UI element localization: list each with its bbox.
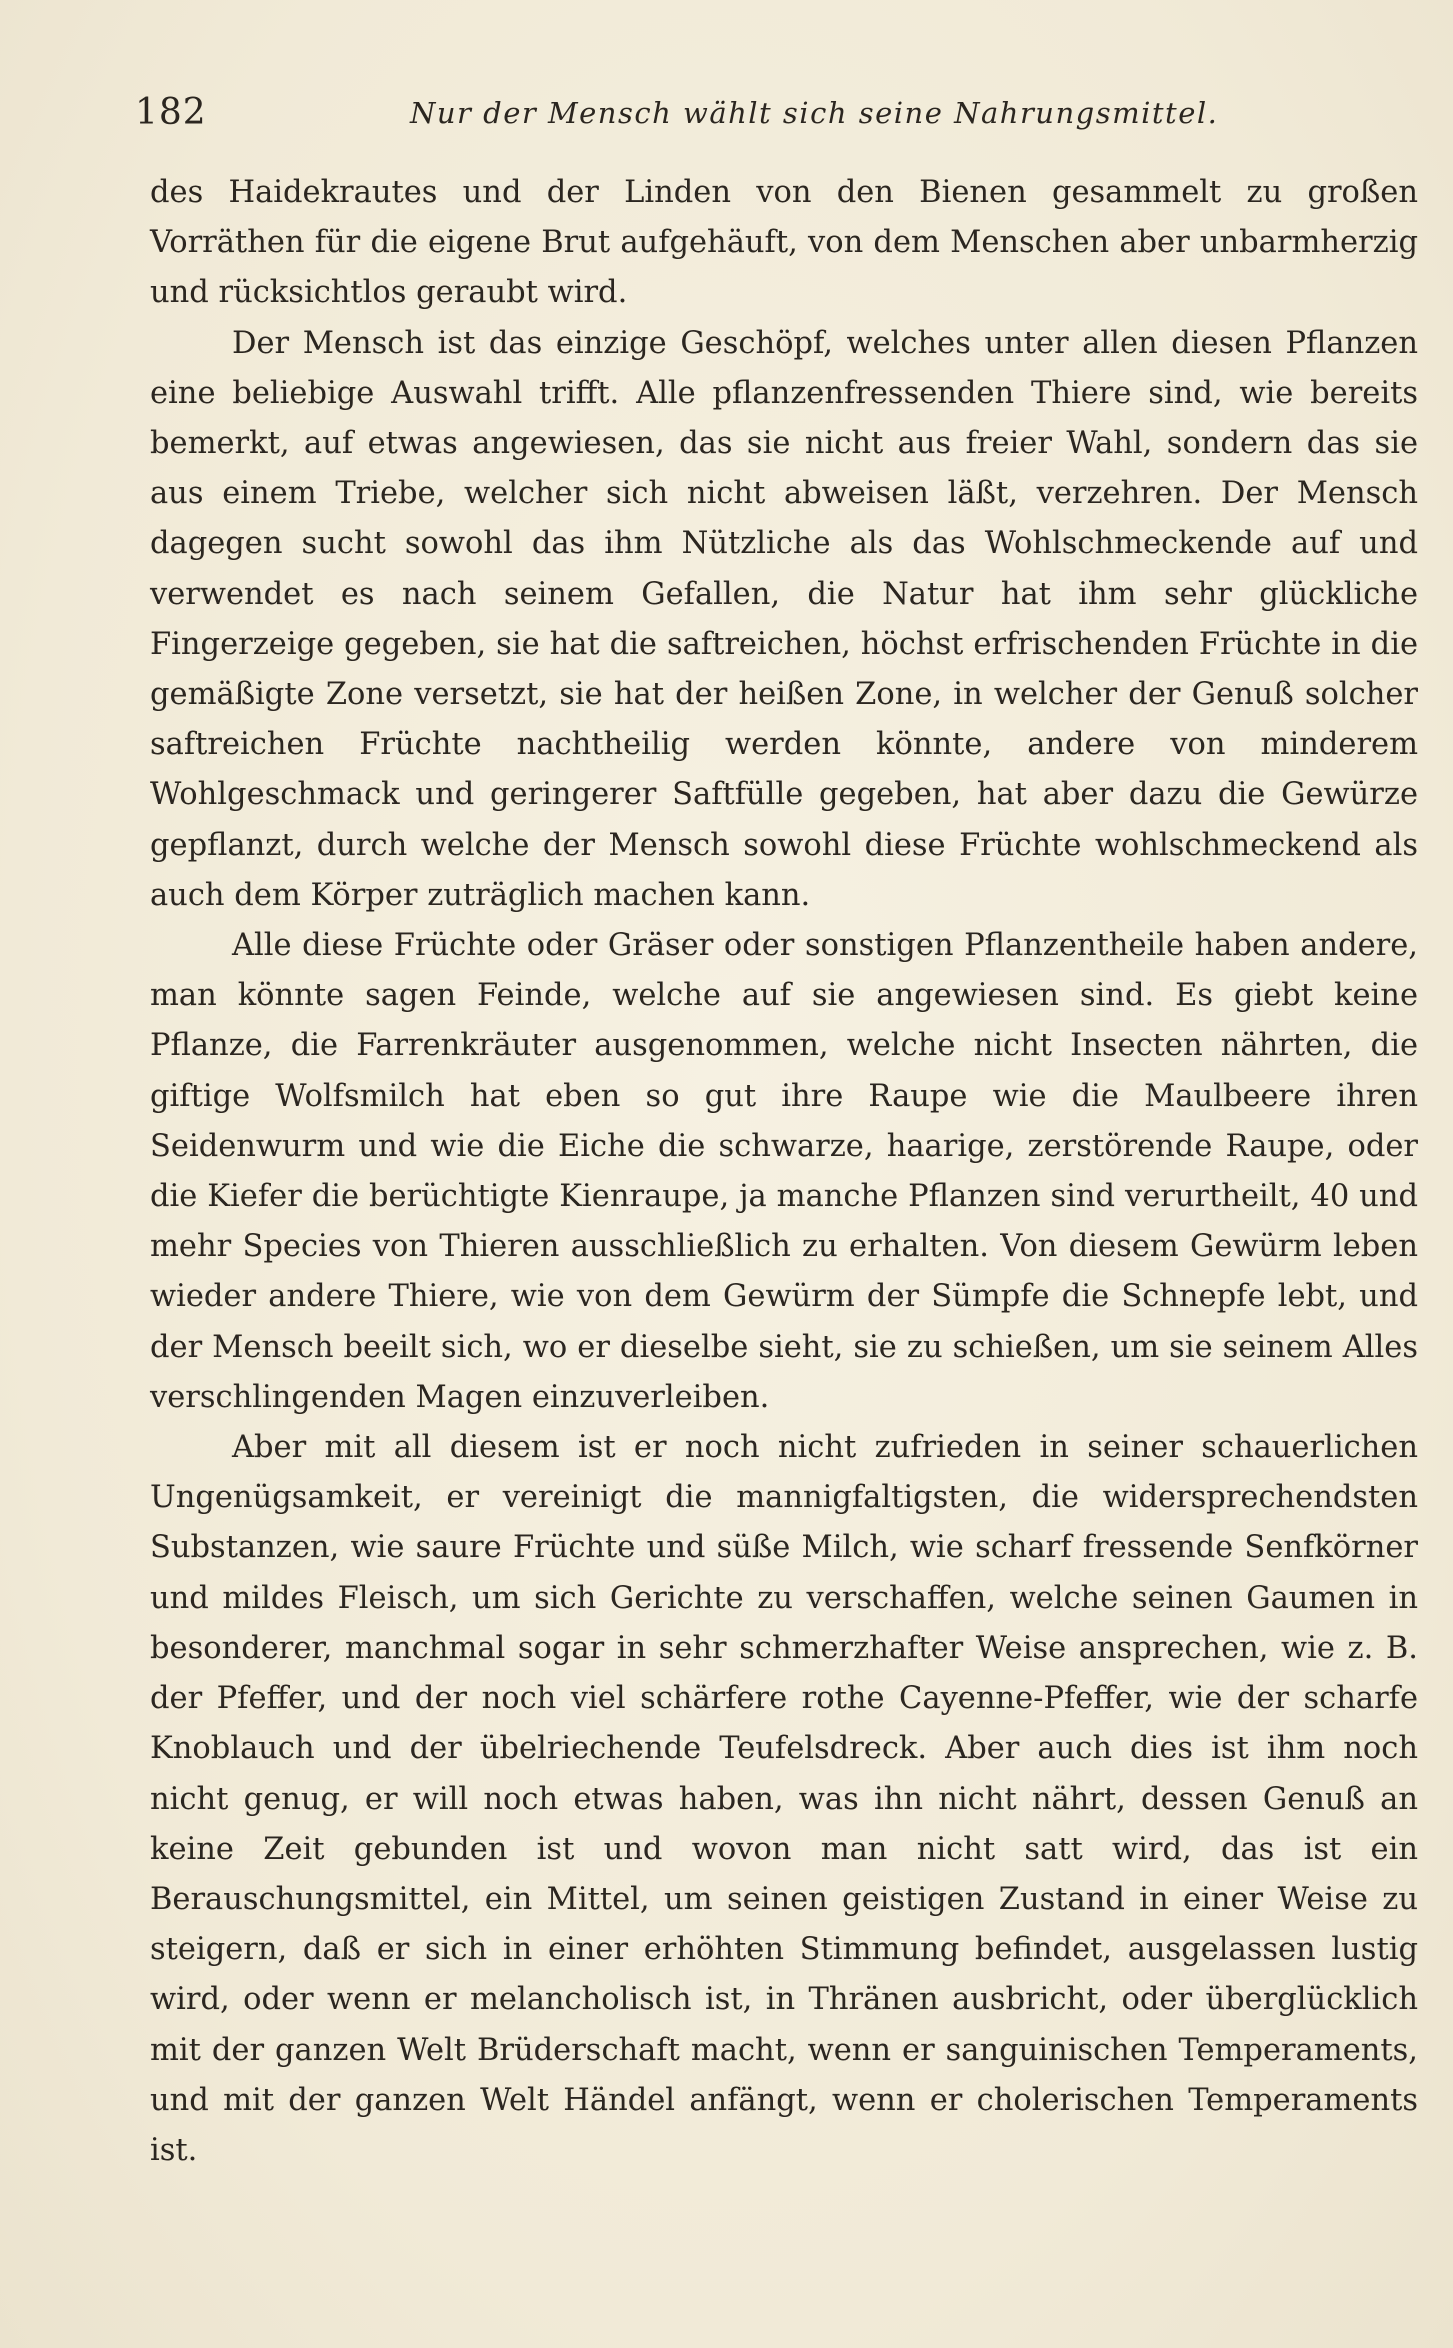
page-number: 182 [135, 92, 207, 133]
body-text [150, 168, 1418, 2176]
running-title: Nur der Mensch wählt sich seine Nahrungsmittel. [410, 96, 1219, 130]
paragraph-mensch-auswahl: Der Mensch ist das einzige Geschöpf, welches unter allen diesen Pflanzen eine beliebige Auswahl trifft. Alle pflanzenfressenden Thiere sind, wie bereits bemerkt, auf etwas angewiesen, das sie nicht aus freier Wahl, sondern das sie aus einem Triebe, welcher sich nicht abweisen läßt, verzehren. Der Mensch dagegen sucht sowohl das ihm Nützliche als das Wohlschmeckende auf und verwendet es nach seinem Gefallen, die Natur hat ihm sehr glückliche Fingerzeige gegeben, sie hat die saftreichen, höchst erfrischenden Früchte in die gemäßigte Zone versetzt, sie hat der heißen Zone, in welcher der Genuß solcher saftreichen Früchte nachtheilig werden könnte, andere von minderem Wohlgeschmack und geringerer Saftfülle gegeben, hat aber dazu die Gewürze gepflanzt, durch welche der Mensch sowohl diese Früchte wohlschmeckend als auch dem Körper zuträglich machen kann. [150, 325, 1418, 913]
paragraph-feinde: Alle diese Früchte oder Gräser oder sonstigen Pflanzentheile haben andere, man könnte sagen Feinde, welche auf sie angewiesen sind. Es giebt keine Pflanze, die Farrenkräuter ausgenommen, welche nicht Insecten nährten, die giftige Wolfsmilch hat eben so gut ihre Raupe wie die Maulbeere ihren Seidenwurm und wie die Eiche die schwarze, haarige, zerstörende Raupe, oder die Kiefer die berüchtigte Kienraupe, ja manche Pflanzen sind verurtheilt, 40 und mehr Species von Thieren ausschließlich zu erhalten. Von diesem Gewürm leben wieder andere Thiere, wie von dem Gewürm der Sümpfe die Schnepfe lebt, und der Mensch beeilt sich, wo er dieselbe sieht, sie zu schießen, um sie seinem Alles verschlingenden Magen einzuverleiben. [150, 928, 1418, 1415]
paragraph-ungenuegsamkeit: Aber mit all diesem ist er noch nicht zufrieden in seiner schauerlichen Ungenügsamkeit, er vereinigt die mannigfaltigsten, die widersprechendsten Substanzen, wie saure Früchte und süße Milch, wie scharf fressende Senfkörner und mildes Fleisch, um sich Gerichte zu verschaffen, welche seinen Gaumen in besonderer, manchmal sogar in sehr schmerzhafter Weise ansprechen, wie z. B. der Pfeffer, und der noch viel schärfere rothe Cayenne-Pfeffer, wie der scharfe Knoblauch und der übelriechende Teufelsdreck. Aber auch dies ist ihm noch nicht genug, er will noch etwas haben, was ihn nicht nährt, dessen Genuß an keine Zeit gebunden ist und wovon man nicht satt wird, das ist ein Berauschungsmittel, ein Mittel, um seinen geistigen Zustand in einer Weise zu steigern, daß er sich in einer erhöhten Stimmung befindet, ausgelassen lustig wird, oder wenn er melancholisch ist, in Thränen ausbricht, oder überglücklich mit der ganzen Welt Brüderschaft macht, wenn er sanguinischen Temperaments, und mit der ganzen Welt Händel anfängt, wenn er cholerischen Temperaments ist. [150, 1430, 1418, 2168]
paragraph-continuation: des Haidekrautes und der Linden von den Bienen gesammelt zu großen Vorräthen für die eigene Brut aufgehäuft, von dem Menschen aber unbarmherzig und rücksichtlos geraubt wird. [150, 175, 1418, 311]
page-header [135, 92, 1355, 142]
